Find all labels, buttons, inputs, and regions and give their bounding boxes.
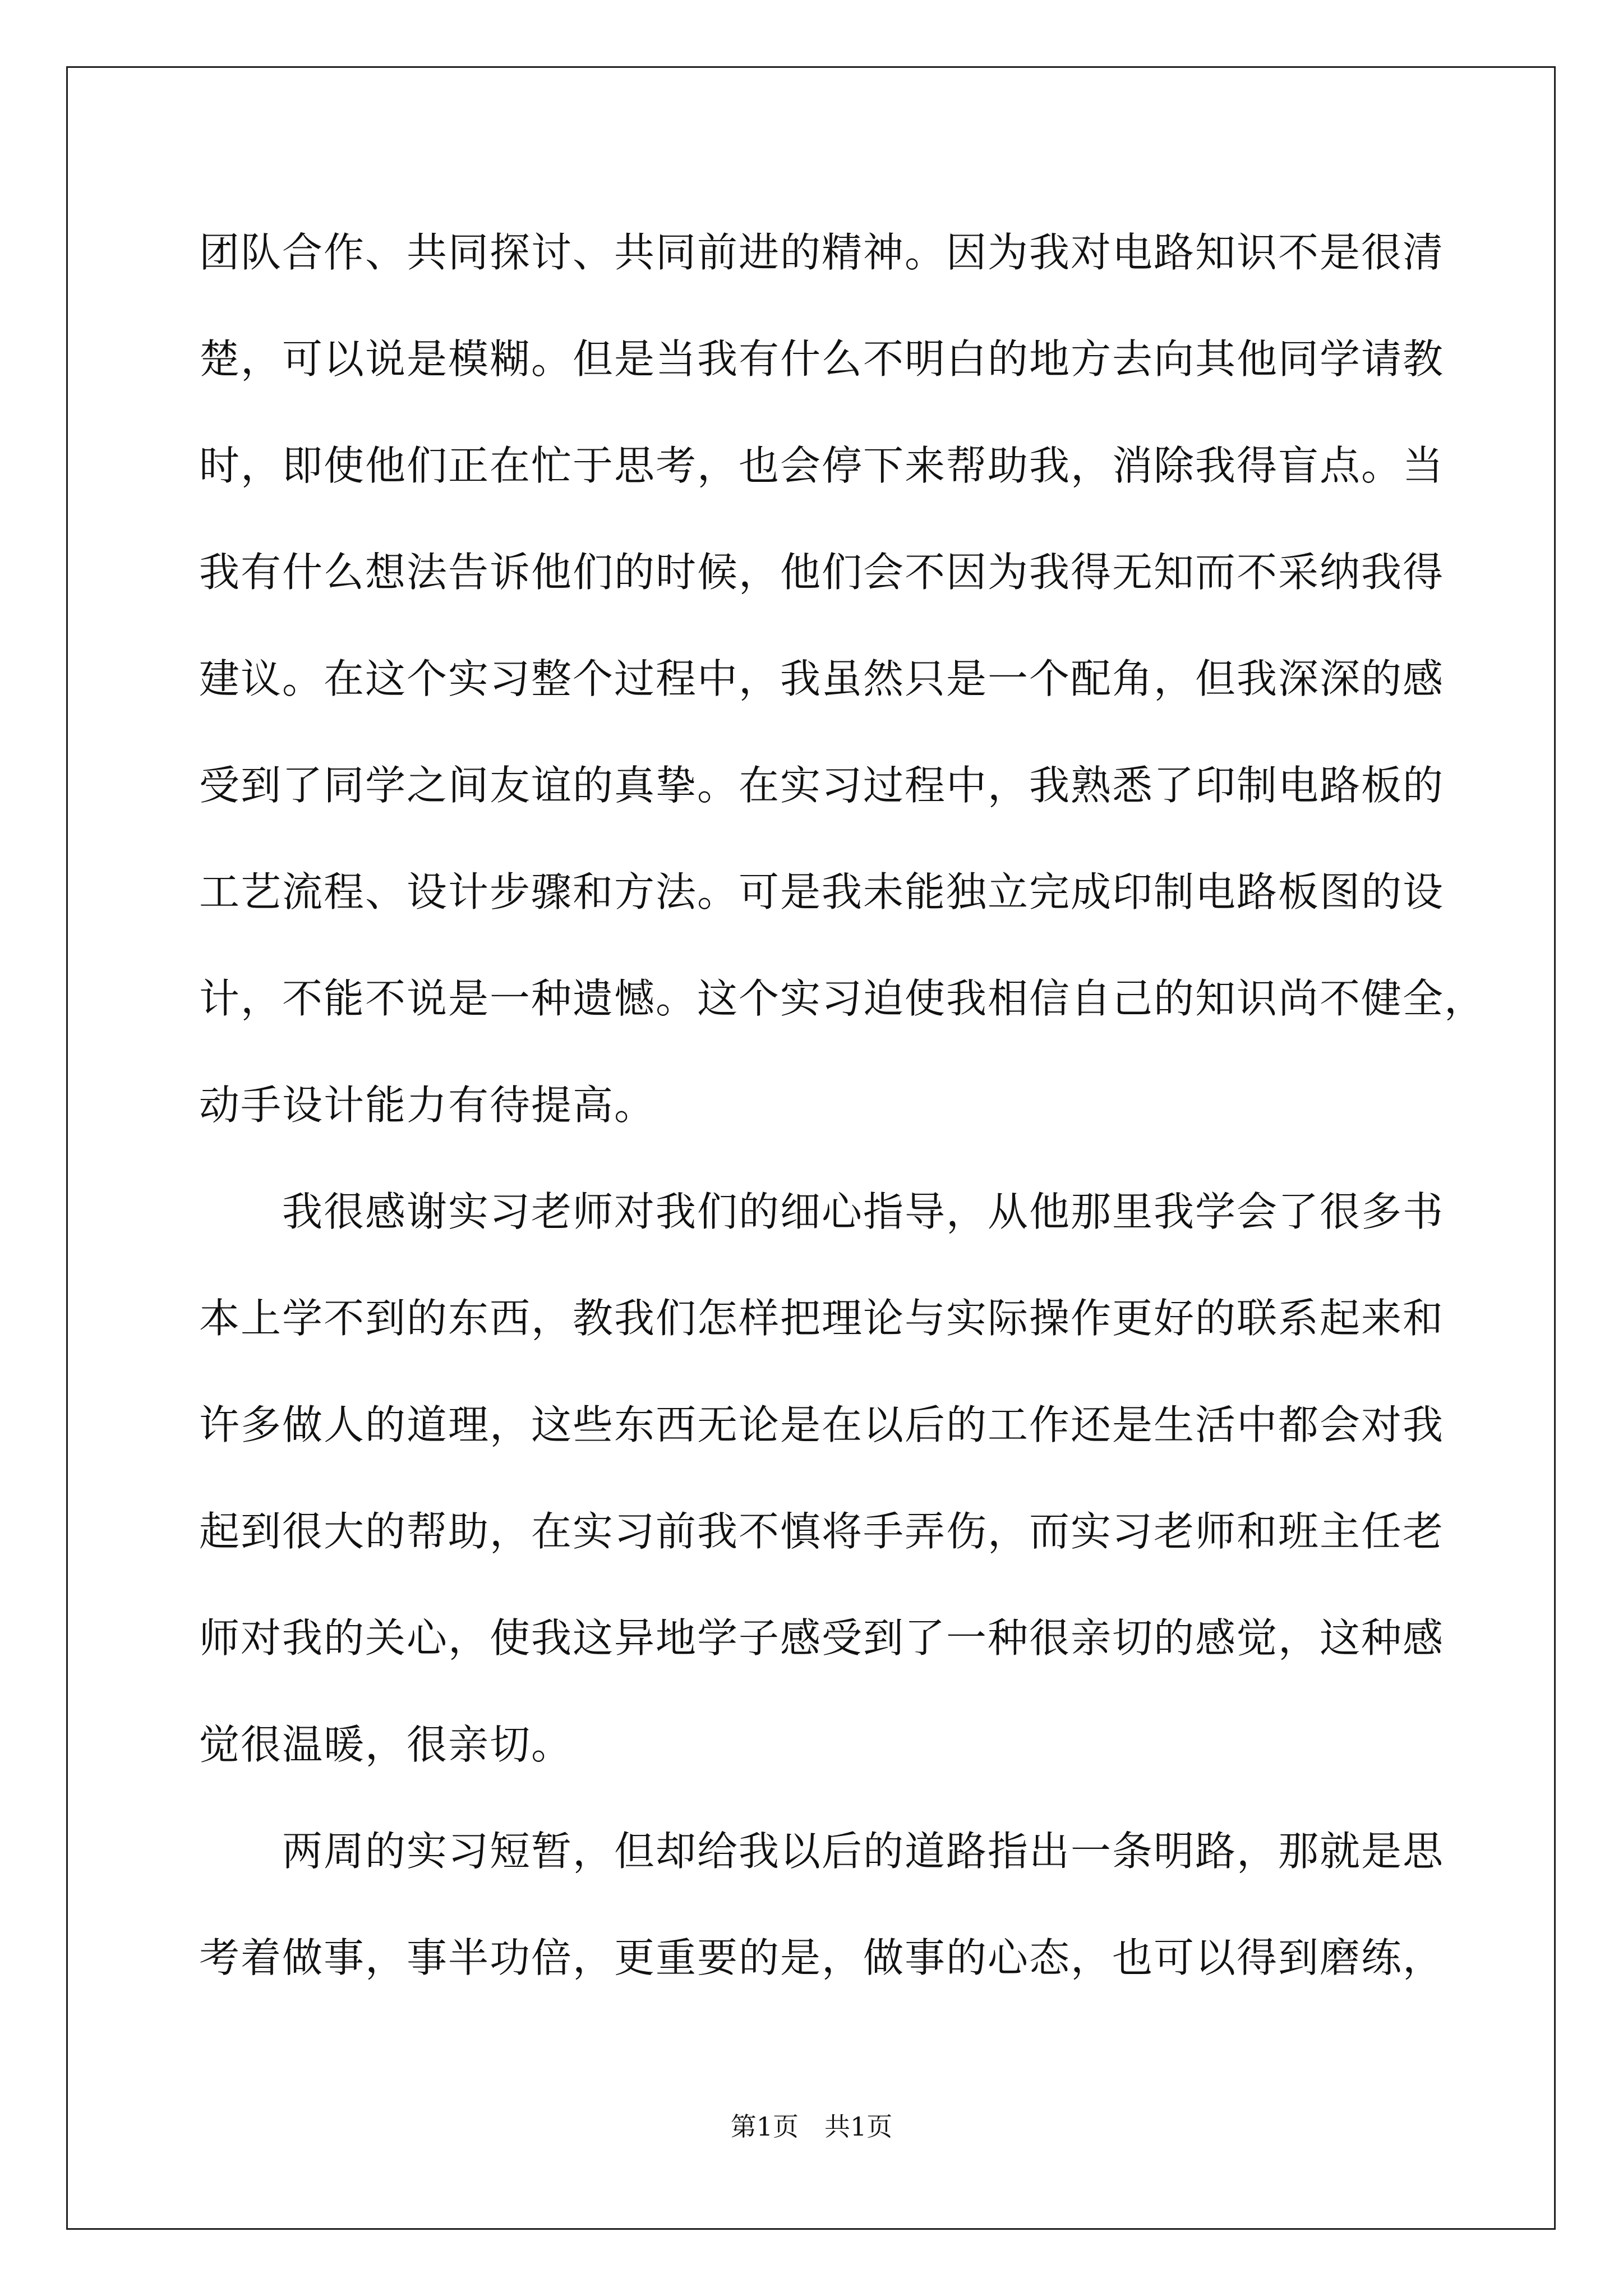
text-line: 师对我的关心，使我这异地学子感受到了一种很亲切的感觉，这种感 bbox=[199, 1614, 1445, 1662]
text-line: 起到很大的帮助，在实习前我不慎将手弄伤，而实习老师和班主任老 bbox=[199, 1508, 1445, 1555]
text-line: 许多做人的道理，这些东西无论是在以后的工作还是生活中都会对我 bbox=[199, 1401, 1445, 1448]
text-line: 建议。在这个实习整个过程中，我虽然只是一个配角，但我深深的感 bbox=[199, 655, 1445, 702]
text-line: 团队合作、共同探讨、共同前进的精神。因为我对电路知识不是很清 bbox=[199, 229, 1445, 276]
text-line: 楚，可以说是模糊。但是当我有什么不明白的地方去向其他同学请教 bbox=[199, 335, 1445, 383]
page-footer: 第1页 共1页 bbox=[730, 2111, 893, 2142]
text-line: 两周的实习短暂，但却给我以后的道路指出一条明路，那就是思 bbox=[199, 1828, 1445, 1875]
text-line: 受到了同学之间友谊的真挚。在实习过程中，我熟悉了印制电路板的 bbox=[199, 762, 1445, 809]
text-line: 我很感谢实习老师对我们的细心指导，从他那里我学会了很多书 bbox=[199, 1188, 1445, 1235]
text-line: 觉很温暖，很亲切。 bbox=[199, 1721, 573, 1768]
text-line: 时，即使他们正在忙于思考，也会停下来帮助我，消除我得盲点。当 bbox=[199, 442, 1445, 489]
text-line: 本上学不到的东西，教我们怎样把理论与实际操作更好的联系起来和 bbox=[199, 1295, 1445, 1342]
text-line: 工艺流程、设计步骤和方法。可是我未能独立完成印制电路板图的设 bbox=[199, 868, 1445, 915]
text-line: 动手设计能力有待提高。 bbox=[199, 1082, 656, 1129]
text-line: 我有什么想法告诉他们的时候，他们会不因为我得无知而不采纳我得 bbox=[199, 549, 1445, 596]
document-body bbox=[199, 213, 1486, 2025]
text-line: 计，不能不说是一种遗憾。这个实习迫使我相信自己的知识尚不健全， bbox=[199, 975, 1486, 1022]
text-line: 考着做事，事半功倍，更重要的是，做事的心态，也可以得到磨练， bbox=[199, 1934, 1445, 1981]
